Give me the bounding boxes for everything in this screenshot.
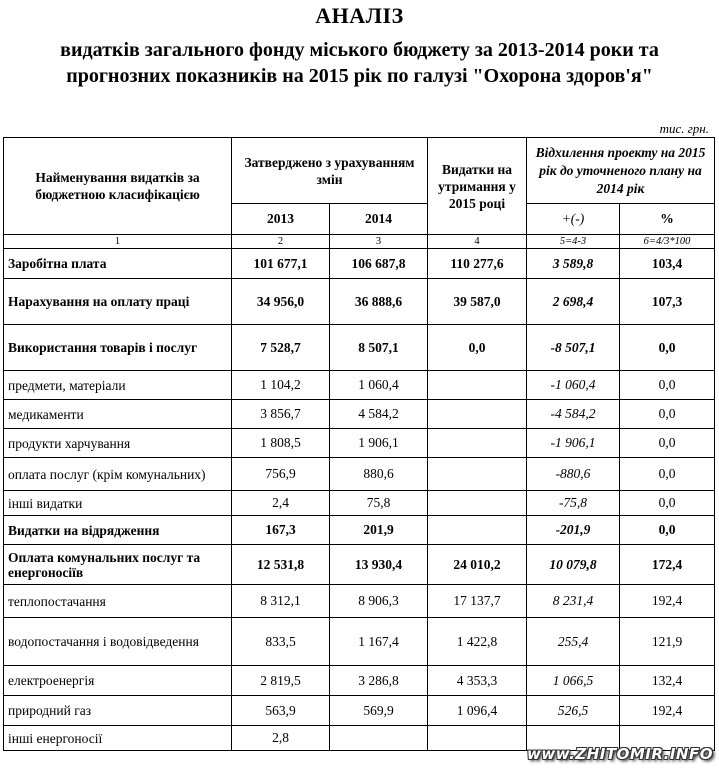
document-subtitle <box>0 37 719 89</box>
row-2013-cell: 2,8 <box>232 726 330 751</box>
header-deviation: Відхилення проекту на 2015 рік до уточненого плану на 2014 рік <box>527 138 715 204</box>
table-body <box>4 235 715 751</box>
header-year-2013: 2013 <box>232 204 330 235</box>
row-diff-cell: 3 589,8 <box>527 249 620 279</box>
row-2015-cell <box>428 726 527 751</box>
row-name-cell: предмети, матеріали <box>4 371 232 400</box>
index-cell: 5=4-3 <box>527 235 620 249</box>
subtitle-line-2: прогнозних показників на 2015 рік по галузі "Охорона здоров'я" <box>66 65 653 87</box>
row-2014-cell: 1 167,4 <box>330 618 428 666</box>
index-cell: 3 <box>330 235 428 249</box>
row-pct-cell: 172,4 <box>620 545 715 585</box>
row-diff-cell: 1 066,5 <box>527 666 620 696</box>
row-2014-cell: 3 286,8 <box>330 666 428 696</box>
row-pct-cell: 103,4 <box>620 249 715 279</box>
document-title: АНАЛІЗ <box>315 3 404 28</box>
header-diff: +(-) <box>527 204 620 235</box>
table-row <box>4 666 715 696</box>
row-2015-cell: 17 137,7 <box>428 585 527 618</box>
row-name-cell: електроенергія <box>4 666 232 696</box>
row-pct-cell: 0,0 <box>620 458 715 491</box>
row-pct-cell: 0,0 <box>620 516 715 545</box>
row-2015-cell: 24 010,2 <box>428 545 527 585</box>
row-name-cell: водопостачання і водовідведення <box>4 618 232 666</box>
table-row <box>4 696 715 726</box>
row-2014-cell: 13 930,4 <box>330 545 428 585</box>
row-diff-cell: -201,9 <box>527 516 620 545</box>
row-diff-cell: -8 507,1 <box>527 325 620 371</box>
table-row <box>4 371 715 400</box>
table-header <box>4 138 715 235</box>
row-2015-cell: 0,0 <box>428 325 527 371</box>
row-name-cell: Використання товарів і послуг <box>4 325 232 371</box>
row-name-cell: Оплата комунальних послуг та енергоносіїв <box>4 545 232 585</box>
row-2015-cell: 39 587,0 <box>428 279 527 325</box>
row-pct-cell: 192,4 <box>620 696 715 726</box>
row-2013-cell: 7 528,7 <box>232 325 330 371</box>
row-2015-cell: 110 277,6 <box>428 249 527 279</box>
row-pct-cell: 192,4 <box>620 585 715 618</box>
row-name-cell: Заробітна плата <box>4 249 232 279</box>
row-pct-cell: 0,0 <box>620 325 715 371</box>
table-row <box>4 516 715 545</box>
row-name-cell: Видатки на відрядження <box>4 516 232 545</box>
row-diff-cell: -75,8 <box>527 491 620 516</box>
row-diff-cell: -880,6 <box>527 458 620 491</box>
row-2013-cell: 167,3 <box>232 516 330 545</box>
row-2015-cell <box>428 491 527 516</box>
table-row <box>4 249 715 279</box>
row-diff-cell: 10 079,8 <box>527 545 620 585</box>
row-pct-cell: 0,0 <box>620 429 715 458</box>
table-row <box>4 429 715 458</box>
table-row <box>4 279 715 325</box>
row-2013-cell: 34 956,0 <box>232 279 330 325</box>
index-cell: 2 <box>232 235 330 249</box>
row-diff-cell: 255,4 <box>527 618 620 666</box>
row-pct-cell: 121,9 <box>620 618 715 666</box>
row-name-cell: оплата послуг (крім комунальних) <box>4 458 232 491</box>
row-name-cell: Нарахування на оплату праці <box>4 279 232 325</box>
budget-table <box>3 137 715 751</box>
row-2013-cell: 1 104,2 <box>232 371 330 400</box>
header-maintenance: Видатки на утримання у 2015 році <box>428 138 527 235</box>
row-diff-cell: 526,5 <box>527 696 620 726</box>
row-diff-cell: -4 584,2 <box>527 400 620 429</box>
row-2013-cell: 3 856,7 <box>232 400 330 429</box>
row-pct-cell: 107,3 <box>620 279 715 325</box>
table-row <box>4 545 715 585</box>
row-2014-cell: 8 906,3 <box>330 585 428 618</box>
row-diff-cell: -1 060,4 <box>527 371 620 400</box>
row-2014-cell: 880,6 <box>330 458 428 491</box>
index-row <box>4 235 715 249</box>
row-pct-cell: 0,0 <box>620 400 715 429</box>
row-pct-cell: 132,4 <box>620 666 715 696</box>
row-name-cell: медикаменти <box>4 400 232 429</box>
units-label: тис. грн. <box>659 121 709 136</box>
row-diff-cell: 8 231,4 <box>527 585 620 618</box>
row-2014-cell: 106 687,8 <box>330 249 428 279</box>
row-2013-cell: 756,9 <box>232 458 330 491</box>
row-2014-cell: 569,9 <box>330 696 428 726</box>
row-2015-cell <box>428 458 527 491</box>
table-row <box>4 491 715 516</box>
row-2013-cell: 563,9 <box>232 696 330 726</box>
row-diff-cell: 2 698,4 <box>527 279 620 325</box>
table-row <box>4 400 715 429</box>
table-row <box>4 325 715 371</box>
table-row <box>4 618 715 666</box>
row-2014-cell: 1 060,4 <box>330 371 428 400</box>
row-2015-cell <box>428 371 527 400</box>
row-diff-cell: -1 906,1 <box>527 429 620 458</box>
header-pct: % <box>620 204 715 235</box>
row-name-cell: інші енергоносії <box>4 726 232 751</box>
row-pct-cell: 0,0 <box>620 491 715 516</box>
header-name: Найменування видатків за бюджетною класифікацією <box>4 138 232 235</box>
row-2013-cell: 101 677,1 <box>232 249 330 279</box>
row-name-cell: теплопостачання <box>4 585 232 618</box>
watermark-logo: www.ZHITOMIR.INFO <box>527 745 713 763</box>
row-2015-cell <box>428 516 527 545</box>
row-name-cell: продукти харчування <box>4 429 232 458</box>
row-name-cell: інші видатки <box>4 491 232 516</box>
row-2015-cell <box>428 429 527 458</box>
subtitle-line-1: видатків загального фонду міського бюджету за 2013-2014 роки та <box>60 39 659 61</box>
header-year-2014: 2014 <box>330 204 428 235</box>
row-2013-cell: 12 531,8 <box>232 545 330 585</box>
row-2014-cell: 36 888,6 <box>330 279 428 325</box>
table-row <box>4 585 715 618</box>
index-cell: 1 <box>4 235 232 249</box>
row-2013-cell: 1 808,5 <box>232 429 330 458</box>
row-2013-cell: 833,5 <box>232 618 330 666</box>
row-2013-cell: 2 819,5 <box>232 666 330 696</box>
row-2015-cell <box>428 400 527 429</box>
index-cell: 6=4/3*100 <box>620 235 715 249</box>
row-2015-cell: 4 353,3 <box>428 666 527 696</box>
row-2013-cell: 2,4 <box>232 491 330 516</box>
row-name-cell: природний газ <box>4 696 232 726</box>
row-2015-cell: 1 422,8 <box>428 618 527 666</box>
row-2014-cell <box>330 726 428 751</box>
row-2015-cell: 1 096,4 <box>428 696 527 726</box>
header-approved: Затверджено з урахуванням змін <box>232 138 428 204</box>
table-row <box>4 458 715 491</box>
row-2014-cell: 1 906,1 <box>330 429 428 458</box>
row-2014-cell: 8 507,1 <box>330 325 428 371</box>
row-2014-cell: 75,8 <box>330 491 428 516</box>
row-2014-cell: 4 584,2 <box>330 400 428 429</box>
index-cell: 4 <box>428 235 527 249</box>
row-pct-cell: 0,0 <box>620 371 715 400</box>
row-2013-cell: 8 312,1 <box>232 585 330 618</box>
row-2014-cell: 201,9 <box>330 516 428 545</box>
